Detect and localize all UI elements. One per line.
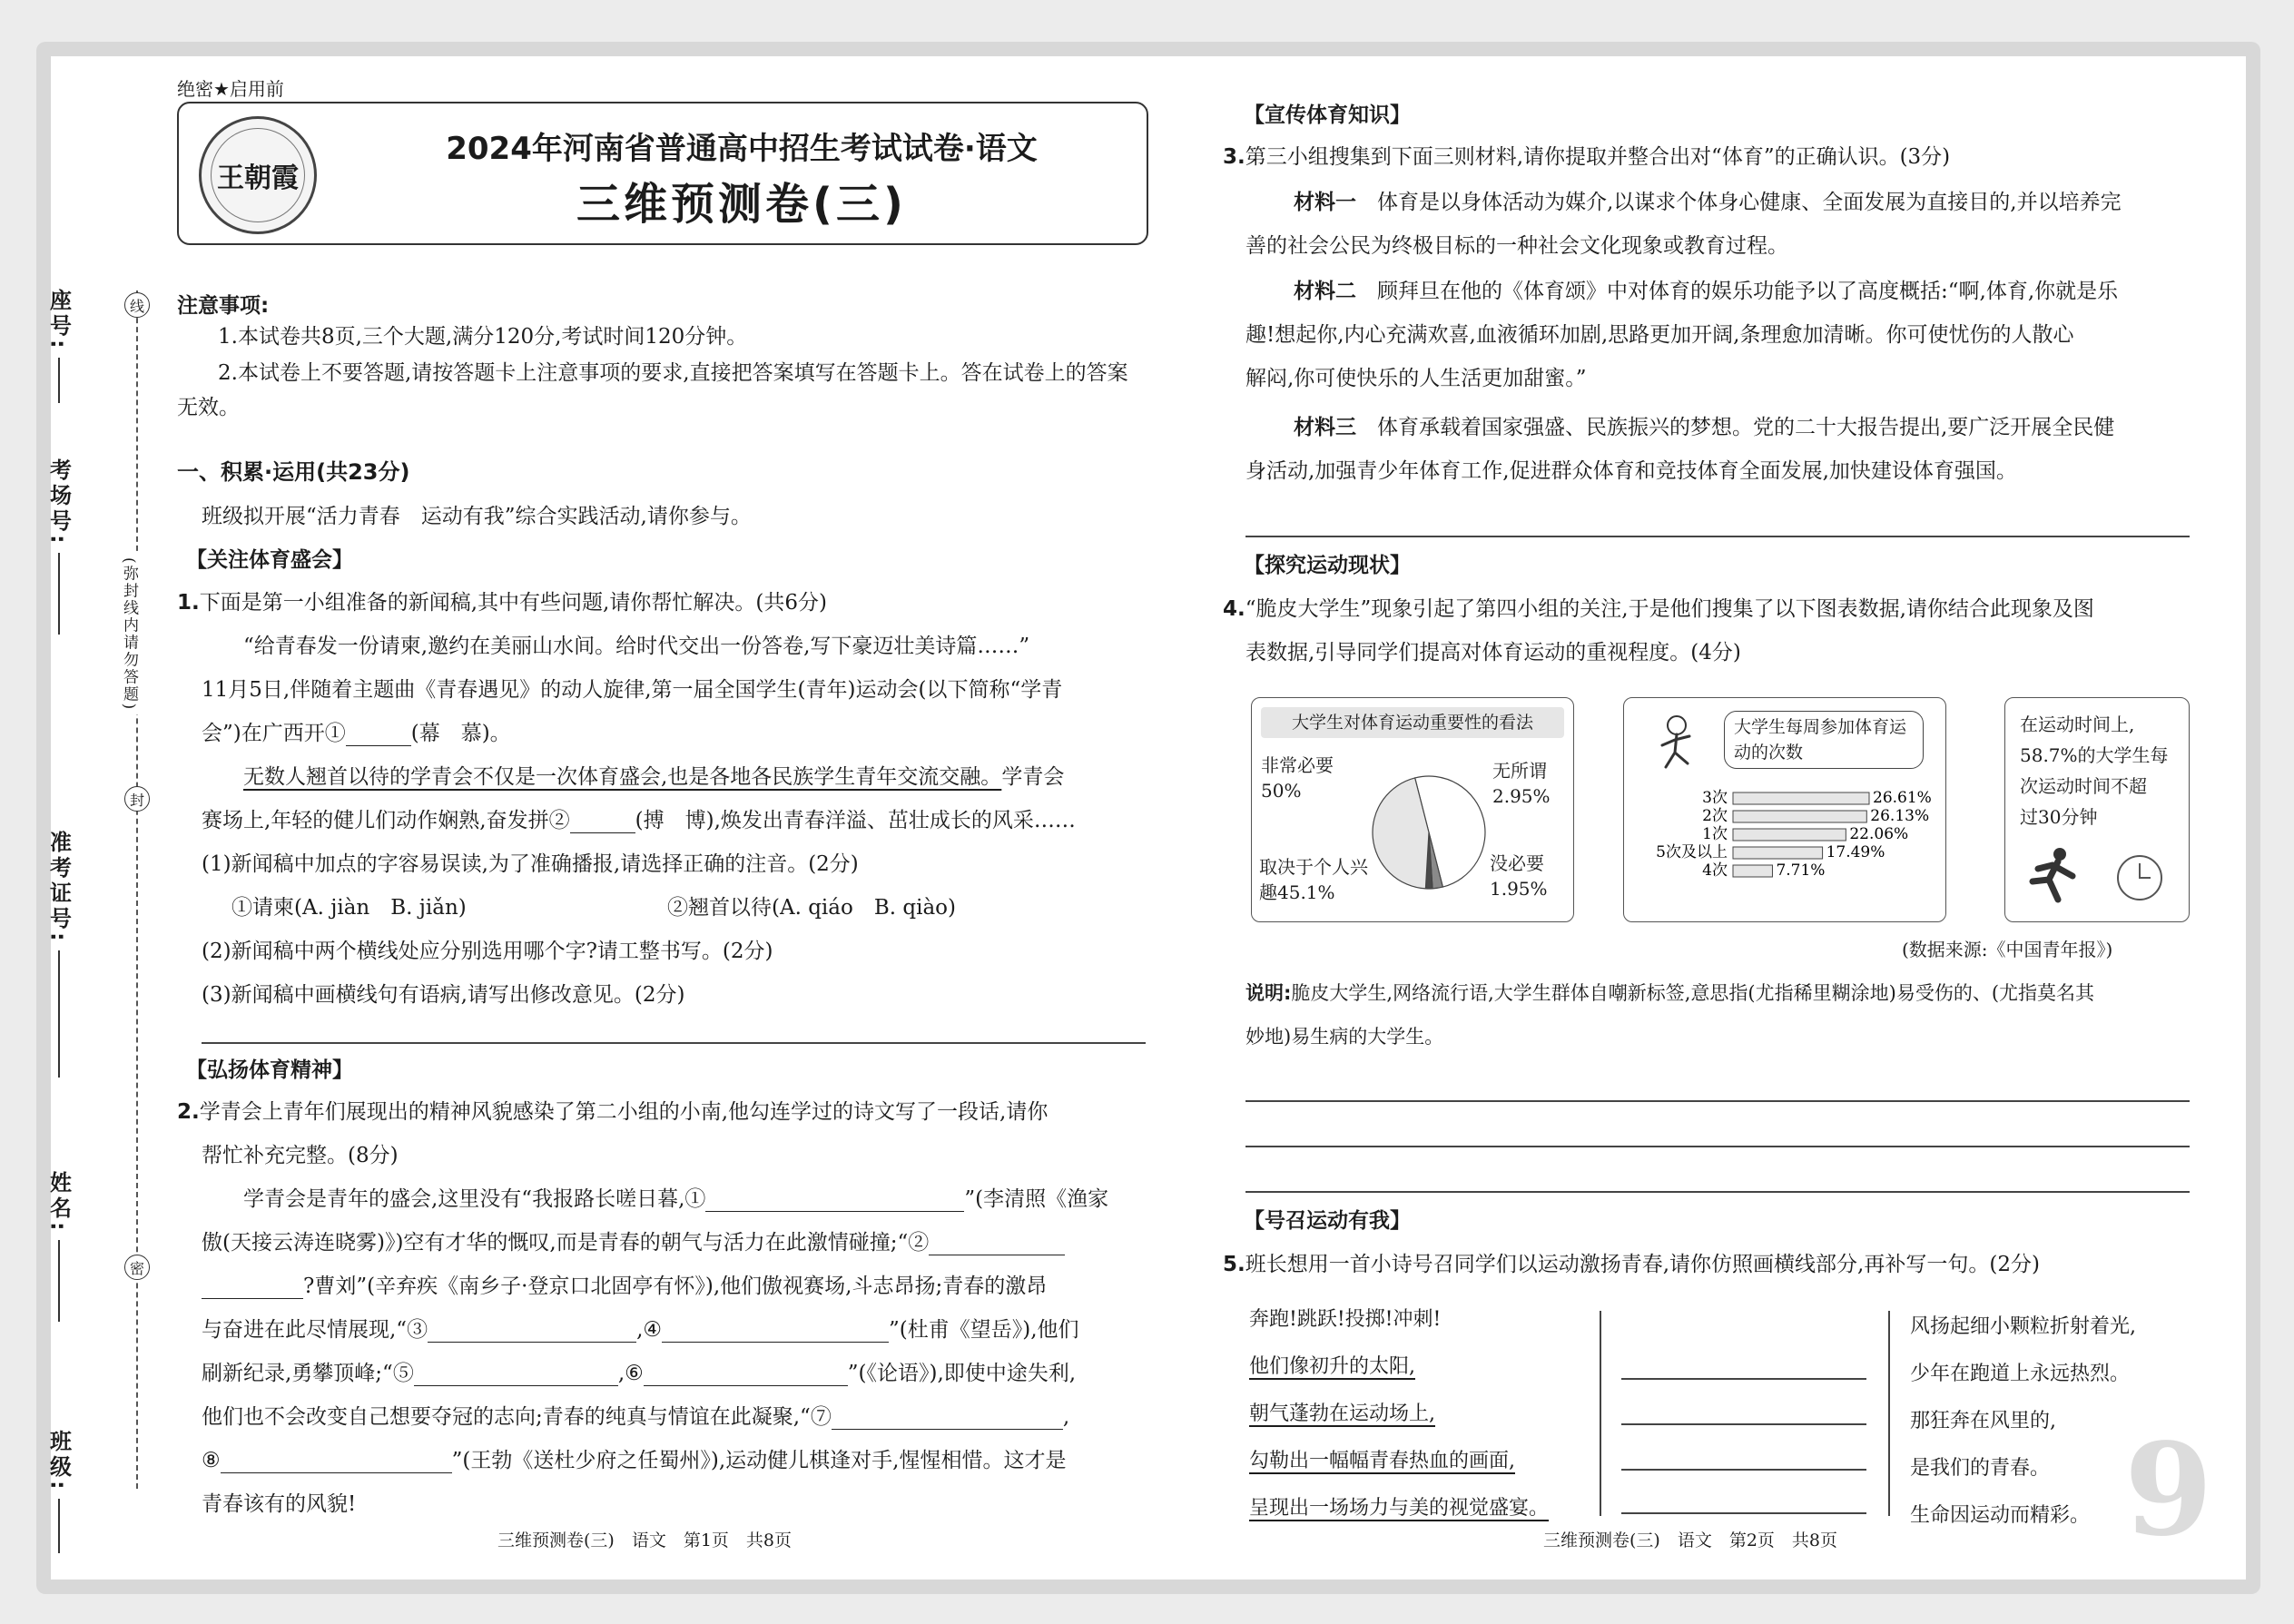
seat-number-line xyxy=(58,358,60,403)
q1-underlined-sentence: 无数人翘首以待的学青会不仅是一次体育盛会,也是各地各民族学生青年交流交融。 xyxy=(243,765,1002,789)
footer-right: 三维预测卷(三) 语文 第2页 共8页 xyxy=(1543,1530,1838,1550)
q2-line-7b: ”(王勃《送杜少府之任蜀州》),运动健儿棋逢对手,惺惺相惜。这才是 xyxy=(451,1449,1067,1472)
seal-cut-line xyxy=(136,290,138,1489)
q5-right-poem xyxy=(1910,1304,2136,1540)
bar-value-label: 26.13% xyxy=(1870,807,1930,825)
q3-material-2b: 趣!想起你,内心充满欢喜,血液循环加剧,思路更加开阔,条理愈加清晰。你可使忧伤的人散心 xyxy=(1245,323,2074,347)
q4-tag: 【探究运动现状】 xyxy=(1244,554,1411,577)
exam-title: 2024年河南省普通高中招生考试试卷·语文 xyxy=(446,131,1038,167)
bar-0 xyxy=(1733,792,1869,804)
left-poem-line-1: 奔跑!跳跃!投掷!冲刺! xyxy=(1249,1308,1442,1331)
left-poem-line-4: 勾勒出一幅幅青春热血的画面, xyxy=(1249,1450,1515,1472)
q1-line-3b: (幕 慕)。 xyxy=(410,722,511,745)
stat-text xyxy=(2020,709,2169,832)
q2-number: 2. xyxy=(177,1100,200,1124)
q3-tag: 【宣传体育知识】 xyxy=(1244,103,1411,127)
pie-label-interest xyxy=(1259,854,1373,905)
q3-material-3b: 身活动,加强青少年体育工作,促进群众体育和竞技体育全面发展,加快建设体育强国。 xyxy=(1245,459,2017,483)
q1-sub2: (2)新闻稿中两个横线处应分别选用哪个字?请工整书写。(2分) xyxy=(202,940,773,963)
title-box xyxy=(177,102,1148,245)
pie-cat-2: 无所谓 xyxy=(1492,760,1547,782)
q1-stem: 下面是第一小组准备的新闻稿,其中有些问题,请你帮忙解决。(共6分) xyxy=(199,591,827,615)
q5-answer-divider-right xyxy=(1888,1311,1890,1516)
bar-category-label: 2次 xyxy=(1702,807,1728,825)
bar-2 xyxy=(1733,829,1846,841)
bar-chart-panel xyxy=(1623,697,1946,922)
q5-answer-divider-left xyxy=(1600,1311,1601,1516)
q1-sub3: (3)新闻稿中画横线句有语病,请写出修改意见。(2分) xyxy=(202,983,685,1007)
pie-cat-3: 没必要 xyxy=(1490,852,1544,874)
pie-label-very-necessary xyxy=(1261,753,1334,803)
q2-line-4c: ”(杜甫《望岳》),他们 xyxy=(889,1318,1079,1342)
class-label: 班级: xyxy=(45,1430,72,1493)
stat-line-1: 在运动时间上, xyxy=(2020,714,2135,735)
bar-value-label: 26.61% xyxy=(1873,789,1932,807)
q1-sub1-option-1: ①请柬(A. jiàn B. jiǎn) xyxy=(231,896,467,920)
bar-1 xyxy=(1733,811,1866,822)
q2-tag: 【弘扬体育精神】 xyxy=(186,1058,353,1082)
section1-intro: 班级拟开展“活力青春 运动有我”综合实践活动,请你参与。 xyxy=(202,505,752,528)
q4-answer-line-3[interactable] xyxy=(1245,1191,2190,1193)
q4-stem: “脆皮大学生”现象引起了第四小组的关注,于是他们搜集了以下图表数据,请你结合此现象及图 xyxy=(1245,597,2094,621)
q4-answer-line-1[interactable] xyxy=(1245,1100,2190,1102)
q2-line-3a: ?曹刘”(辛弃疾《南乡子·登京口北固亭有怀》),他们傲视赛场,斗志昂扬;青春的激昂 xyxy=(303,1275,1048,1298)
stat-panel xyxy=(2004,697,2190,922)
ticket-number-field[interactable] xyxy=(27,831,91,1078)
q3-stem: 第三小组搜集到下面三则材料,请你提取并整合出对“体育”的正确认识。(3分) xyxy=(1245,145,1951,169)
bar-3 xyxy=(1733,847,1823,859)
page-mark-number: 9 xyxy=(2124,1416,2213,1565)
exam-room-line xyxy=(58,553,60,635)
notice-item-2: 2.本试卷上不要答题,请按答题卡上注意事项的要求,直接把答案填写在答题卡上。答在试卷上的答案 xyxy=(218,361,1128,385)
q1-sub1-option-2: ②翘首以待(A. qiáo B. qiào) xyxy=(667,896,956,920)
pie-cat-0: 非常必要 xyxy=(1261,754,1334,776)
publisher-logo xyxy=(199,116,317,234)
pie-val-0: 50% xyxy=(1261,780,1302,802)
q1-sub1: (1)新闻稿中加点的字容易误读,为了准确播报,请选择正确的注音。(2分) xyxy=(202,852,859,876)
q2-line-1b: ”(李清照《渔家 xyxy=(964,1187,1109,1211)
q3-material-3a: 体育承载着国家强盛、民族振兴的梦想。党的二十大报告提出,要广泛开展全民健 xyxy=(1377,416,2115,439)
q2-blank-6[interactable] xyxy=(644,1361,848,1386)
paper-title: 三维预测卷(三) xyxy=(576,179,907,230)
runner-and-clock-icon xyxy=(2005,836,2191,918)
q5-left-poem xyxy=(1249,1296,1549,1532)
cut-note: (弥封线内请勿答题) xyxy=(118,554,141,714)
q1-number: 1. xyxy=(177,591,200,615)
q3-material-2a: 顾拜旦在他的《体育颂》中对体育的娱乐功能予以了高度概括:“啊,体育,你就是乐 xyxy=(1377,280,2119,303)
q3-number: 3. xyxy=(1223,145,1245,169)
cut-mark-secret: 密 xyxy=(124,1255,150,1280)
left-poem-line-3: 朝气蓬勃在运动场上, xyxy=(1249,1403,1435,1425)
q2-line-5c: ”(《论语》),即使中途失利, xyxy=(847,1362,1077,1385)
bar-4 xyxy=(1733,865,1772,877)
ticket-number-line xyxy=(58,950,60,1078)
q1-answer-line[interactable] xyxy=(202,1042,1146,1044)
q5-number: 5. xyxy=(1223,1253,1245,1276)
class-field[interactable] xyxy=(27,1430,91,1553)
q2-line-2a: 傲(天接云涛连晓雾)》)空有才华的慨叹,而是青春的朝气与活力在此激情碰撞;“② xyxy=(202,1231,930,1255)
q2-stem-2: 帮忙补充完整。(8分) xyxy=(202,1144,399,1167)
pie-chart-title: 大学生对体育运动重要性的看法 xyxy=(1261,707,1564,738)
q3-material-1b: 善的社会公民为终极目标的一种社会文化现象或教育过程。 xyxy=(1245,234,1788,258)
q5-answer-line-4[interactable] xyxy=(1621,1512,1866,1514)
q3-answer-line[interactable] xyxy=(1245,536,2190,537)
q1-line-6a: 赛场上,年轻的健儿们动作娴熟,奋发拼② xyxy=(202,809,570,832)
q2-blank-3[interactable] xyxy=(428,1317,636,1343)
section1-heading: 一、积累·运用(共23分) xyxy=(177,459,410,485)
q1-tag: 【关注体育盛会】 xyxy=(186,548,353,572)
q2-line-4a: 与奋进在此尽情展现,“③ xyxy=(202,1318,428,1342)
q1-line-2: 11月5日,伴随着主题曲《青春遇见》的动人旋律,第一届全国学生(青年)运动会(以下简称“学青 xyxy=(202,678,1063,702)
right-poem-line-2: 少年在跑道上永远热烈。 xyxy=(1910,1363,2131,1385)
chart-source: (数据来源:《中国青年报》) xyxy=(1902,939,2113,960)
name-label: 姓名: xyxy=(45,1171,72,1235)
bar-value-label: 7.71% xyxy=(1776,861,1826,880)
q2-line-6a: 他们也不会改变自己想要夺冠的志向;青春的纯真与情谊在此凝聚,“⑦ xyxy=(202,1405,832,1429)
name-field[interactable] xyxy=(27,1171,91,1322)
q1-after-underline: 学青会 xyxy=(1001,765,1065,789)
q5-answer-line-2[interactable] xyxy=(1621,1423,1866,1425)
pie-cat-1: 取决于个人兴趣 xyxy=(1259,856,1368,903)
q4-number: 4. xyxy=(1223,597,1245,621)
q3-material-1-label: 材料一 xyxy=(1294,191,1356,214)
notice-item-1: 1.本试卷共8页,三个大题,满分120分,考试时间120分钟。 xyxy=(218,325,748,349)
q4-note-b: 妙地)易生病的大学生。 xyxy=(1245,1026,1444,1048)
q4-answer-line-2[interactable] xyxy=(1245,1146,2190,1147)
logo-ring xyxy=(211,128,305,222)
q2-blank-8[interactable] xyxy=(221,1448,452,1473)
stat-line-2: 58.7%的大学生每 xyxy=(2020,744,2169,766)
bar-category-label: 3次 xyxy=(1702,789,1728,807)
q1-blank-2[interactable] xyxy=(570,808,635,833)
stat-line-4: 过30分钟 xyxy=(2020,806,2098,828)
bar-category-label: 4次 xyxy=(1702,861,1728,880)
q2-blank-2a[interactable] xyxy=(929,1230,1065,1255)
pie-val-2: 2.95% xyxy=(1492,785,1551,807)
stat-line-3: 次运动时间不超 xyxy=(2020,775,2147,797)
q4-note-label: 说明: xyxy=(1245,982,1292,1004)
bar-category-label: 5次及以上 xyxy=(1656,843,1728,861)
q3-material-2-label: 材料二 xyxy=(1294,280,1356,303)
left-poem-line-5: 呈现出一场场力与美的视觉盛宴。 xyxy=(1249,1497,1550,1520)
exam-room-label: 考场号: xyxy=(45,458,72,547)
seat-number-field[interactable] xyxy=(27,289,91,403)
q2-line-5a: 刷新纪录,勇攀顶峰;“⑤ xyxy=(202,1362,414,1385)
pie-val-3: 1.95% xyxy=(1490,878,1548,900)
q5-answer-line-1[interactable] xyxy=(1621,1378,1866,1380)
q2-stem: 学青会上青年们展现出的精神风貌感染了第二小组的小南,他勾连学过的诗文写了一段话,请你 xyxy=(199,1100,1049,1124)
q3-material-1a: 体育是以身体活动为媒介,以谋求个体身心健康、全面发展为直接目的,并以培养完 xyxy=(1377,191,2122,214)
secret-label: 绝密★启用前 xyxy=(177,78,284,100)
q4-note-a: 脆皮大学生,网络流行语,大学生群体自嘲新标签,意思指(尤指稀里糊涂地)易受伤的、(尤指莫名其 xyxy=(1291,982,2095,1004)
ticket-number-label: 准考证号: xyxy=(45,831,72,945)
cut-mark-seal: 封 xyxy=(124,786,150,812)
q2-blank-7[interactable] xyxy=(832,1404,1063,1430)
exam-room-field[interactable] xyxy=(27,458,91,635)
bar-chart-title: 大学生每周参加体育运动的次数 xyxy=(1734,717,1907,763)
q4-stem-2: 表数据,引导同学们提高对体育运动的重视程度。(4分) xyxy=(1245,641,1741,664)
seat-number-label: 座号: xyxy=(45,289,72,352)
q1-line-1: “给青春发一份请柬,邀约在美丽山水间。给时代交出一份答卷,写下豪迈壮美诗篇……” xyxy=(243,635,1030,658)
q2-line-1a: 学青会是青年的盛会,这里没有“我报路长嗟日暮,① xyxy=(243,1187,706,1211)
q2-line-4b: ,④ xyxy=(636,1318,663,1342)
name-line xyxy=(58,1240,60,1322)
q2-line-7a: ⑧ xyxy=(202,1449,221,1472)
right-poem-line-4: 是我们的青春。 xyxy=(1910,1457,2051,1480)
q2-blank-2b[interactable] xyxy=(202,1274,303,1299)
q3-material-3-label: 材料三 xyxy=(1294,416,1356,439)
cut-mark-line: 线 xyxy=(124,292,150,318)
q2-line-8: 青春该有的风貌! xyxy=(202,1492,357,1516)
q5-stem: 班长想用一首小诗号召同学们以运动激扬青春,请你仿照画横线部分,再补写一句。(2分) xyxy=(1245,1253,2040,1276)
notice-heading: 注意事项: xyxy=(177,294,270,318)
class-line xyxy=(58,1499,60,1553)
q2-line-5b: ,⑥ xyxy=(617,1362,644,1385)
pie-label-indifferent xyxy=(1492,758,1551,809)
q1-line-3: 会”)在广西开① xyxy=(202,722,346,745)
q2-blank-5[interactable] xyxy=(414,1361,618,1386)
right-poem-line-1: 风扬起细小颗粒折射着光, xyxy=(1910,1315,2136,1338)
footer-left: 三维预测卷(三) 语文 第1页 共8页 xyxy=(497,1530,793,1550)
left-poem-line-2: 他们像初升的太阳, xyxy=(1249,1355,1415,1378)
q2-blank-1[interactable] xyxy=(705,1186,964,1212)
pie-val-1: 45.1% xyxy=(1277,881,1335,903)
right-poem-line-5: 生命因运动而精彩。 xyxy=(1910,1504,2091,1527)
q2-blank-4[interactable] xyxy=(662,1317,889,1343)
bar-value-label: 22.06% xyxy=(1849,825,1909,843)
pie-chart-panel xyxy=(1251,697,1574,922)
pie-label-unnecessary xyxy=(1490,851,1548,901)
q5-answer-line-3[interactable] xyxy=(1621,1469,1866,1471)
q3-material-2c: 解闷,你可使快乐的人生活更加甜蜜。” xyxy=(1245,367,1587,390)
bar-category-label: 1次 xyxy=(1702,825,1728,843)
q1-blank-1[interactable] xyxy=(346,721,411,746)
logo-text: 王朝霞 xyxy=(217,162,299,194)
q2-line-6b: , xyxy=(1062,1405,1070,1429)
bar-chart-svg xyxy=(1624,698,1947,923)
notice-item-3: 无效。 xyxy=(177,396,240,419)
q5-tag: 【号召运动有我】 xyxy=(1244,1209,1411,1233)
right-poem-line-3: 那狂奔在风里的, xyxy=(1910,1410,2056,1432)
bar-value-label: 17.49% xyxy=(1826,843,1885,861)
q1-line-6b: (搏 博),焕发出青春洋溢、茁壮成长的风采…… xyxy=(635,809,1076,832)
